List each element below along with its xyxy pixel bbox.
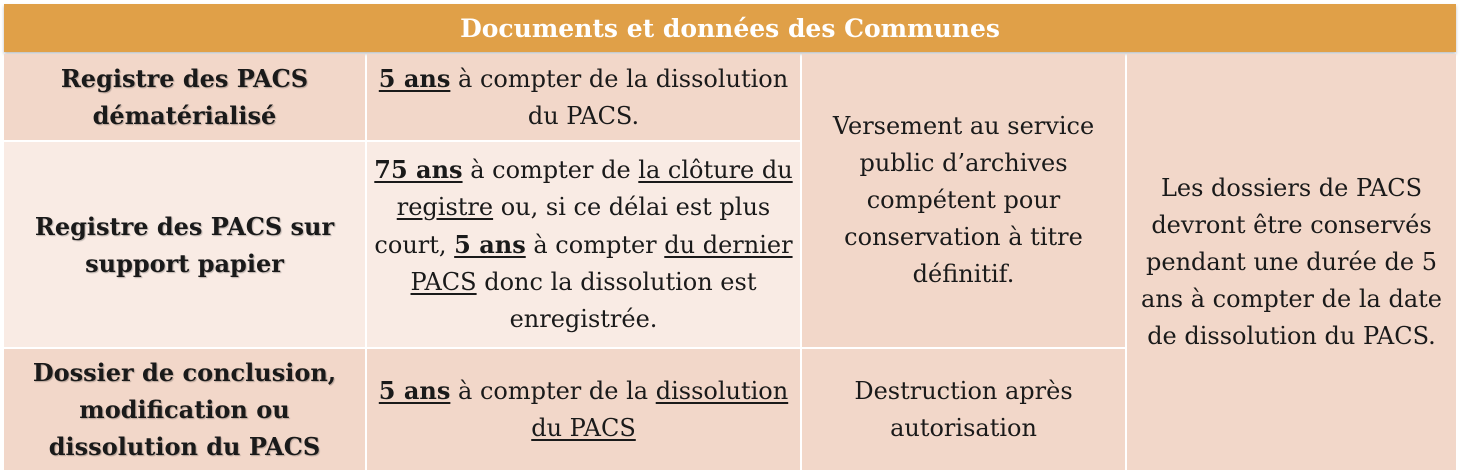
row-label-line: Dossier de conclusion, [32, 358, 337, 387]
duration-paper [367, 142, 800, 347]
archive-line: Versement au service [832, 112, 1095, 140]
row-label-line: support papier [85, 248, 284, 278]
duration-text: à compter [525, 231, 665, 259]
duration-text: dissolution [655, 377, 789, 405]
duration-dossier [367, 349, 800, 470]
duration-value: 75 ans [374, 155, 463, 184]
archive-transfer-cell [802, 54, 1125, 347]
destruction-line: Destruction après [854, 376, 1073, 405]
note-line: ans à compter de la date [1141, 284, 1442, 313]
row-label-line: dissolution du PACS [48, 432, 321, 461]
duration-text: la clôture du [638, 156, 793, 184]
note-line: Les dossiers de PACS [1160, 173, 1423, 202]
retention-note-cell [1127, 54, 1456, 470]
archive-line: définitif. [912, 260, 1015, 288]
duration-text: enregistrée. [509, 305, 658, 333]
row-label-line: modification ou [79, 395, 290, 424]
row-label-dossier [4, 349, 365, 470]
duration-text: court, [374, 231, 455, 259]
note-line: devront être conservés [1151, 210, 1432, 239]
duration-value: 5 ans [454, 230, 526, 259]
duration-dematerialized [367, 54, 800, 140]
duration-text: donc la dissolution est [476, 268, 757, 296]
duration-text: à compter de [462, 156, 639, 184]
duration-text: ou, si ce délai est plus [493, 193, 771, 221]
duration-text: du dernier [664, 231, 793, 259]
archive-line: public d’archives [859, 149, 1068, 177]
duration-value: 5 ans [378, 63, 451, 93]
table-title: Documents et données des Communes [460, 13, 1000, 43]
duration-text: PACS [410, 268, 477, 296]
duration-text: du PACS. [527, 101, 640, 130]
retention-table [4, 4, 1456, 470]
row-label-line: Registre des PACS [60, 64, 309, 93]
archive-line: conservation à titre [844, 223, 1083, 251]
note-line: de dissolution du PACS. [1147, 321, 1436, 350]
duration-text: à compter de la [450, 377, 656, 405]
table-header [4, 4, 1456, 52]
row-label-paper [4, 142, 365, 347]
duration-text: registre [396, 193, 494, 221]
destruction-line: autorisation [890, 413, 1037, 442]
archive-line: compétent pour [866, 186, 1061, 214]
duration-text: du PACS [531, 414, 636, 442]
note-line: pendant une durée de 5 [1146, 247, 1437, 276]
row-label-line: Registre des PACS sur [34, 211, 335, 241]
duration-value: 5 ans [378, 376, 451, 405]
row-label-line: dématérialisé [92, 101, 277, 130]
duration-text: à compter de la dissolution [450, 64, 789, 93]
row-label-dematerialized [4, 54, 365, 140]
destruction-cell [802, 349, 1125, 470]
